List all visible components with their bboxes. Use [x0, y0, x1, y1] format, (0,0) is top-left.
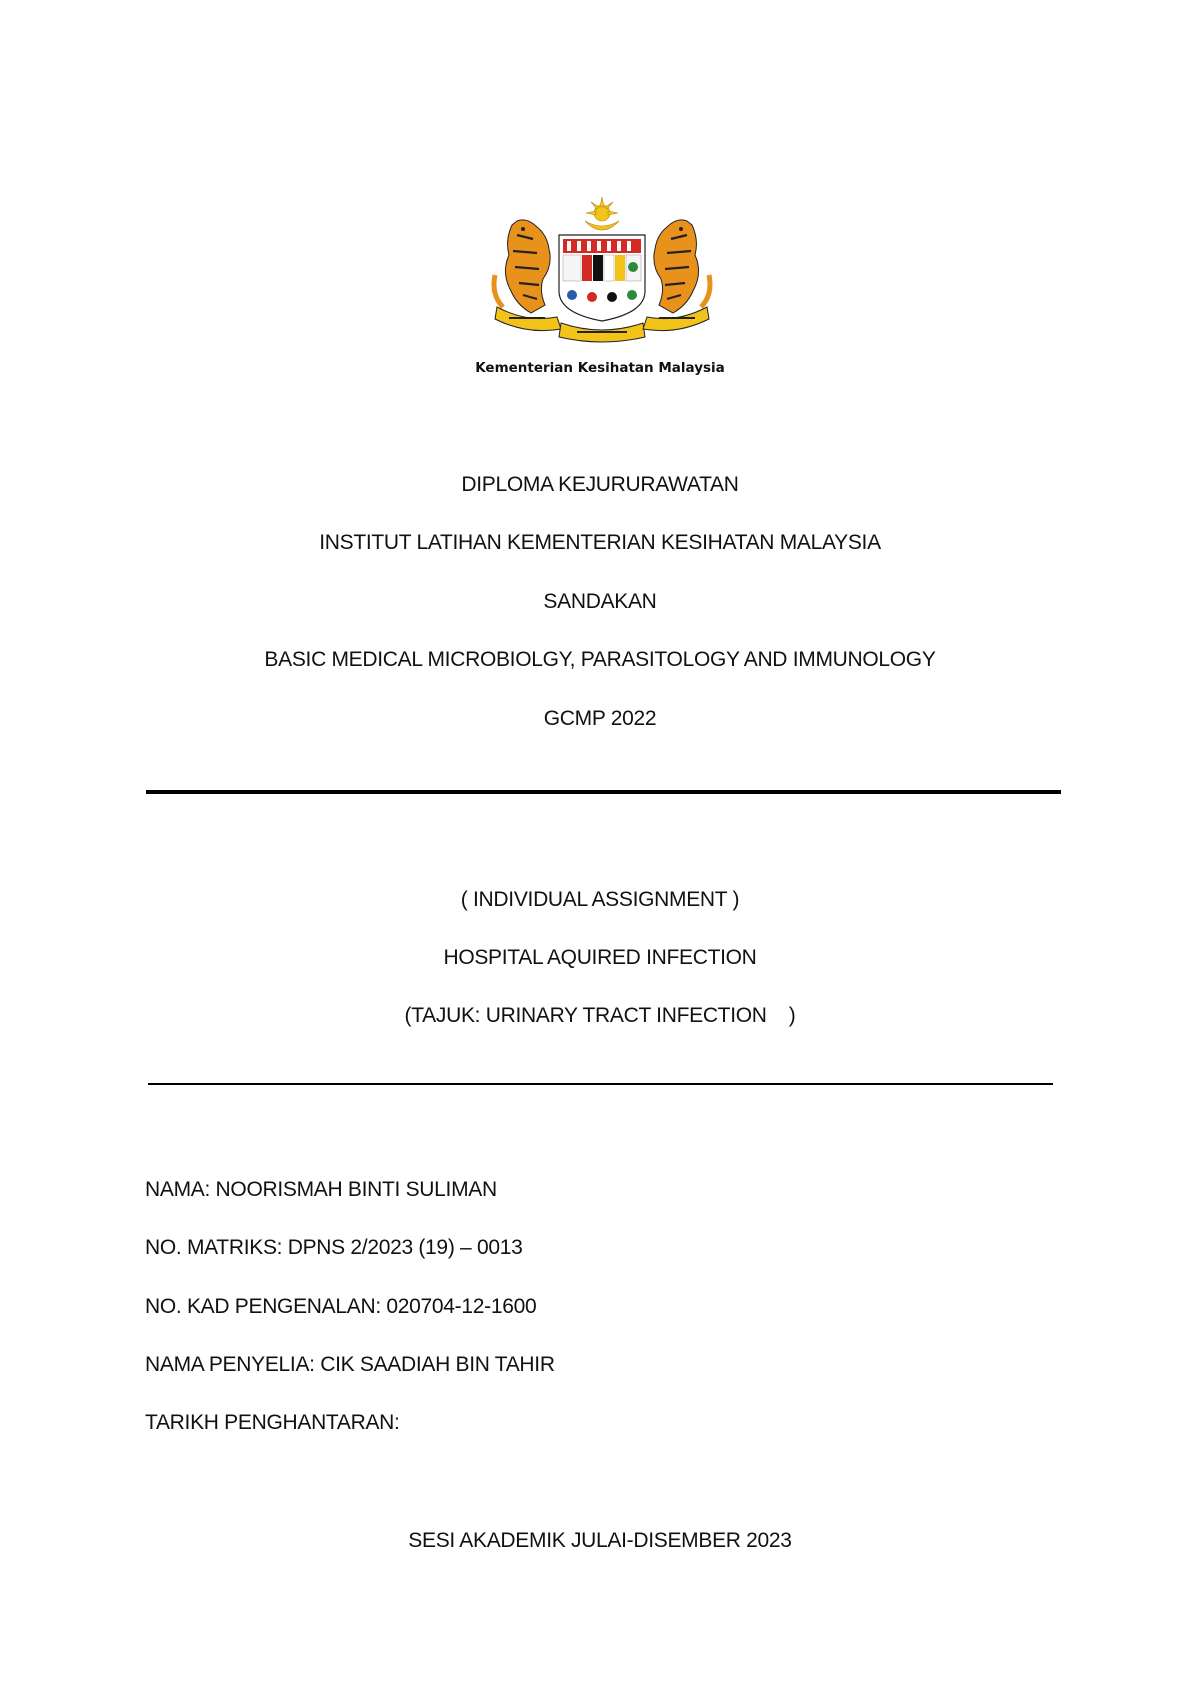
left-tiger-emblem — [494, 220, 550, 313]
course-name: BASIC MEDICAL MICROBIOLGY, PARASITOLOGY AND IMMUNOLOGY — [264, 648, 936, 671]
sun-emblem — [586, 197, 618, 221]
institute-name: INSTITUT LATIHAN KEMENTERIAN KESIHATAN MALAYSIA — [319, 531, 881, 554]
divider-thick — [146, 790, 1061, 794]
assignment-title: (TAJUK: URINARY TRACT INFECTION ) — [404, 1004, 796, 1027]
student-name: NAMA: NOORISMAH BINTI SULIMAN — [145, 1178, 497, 1201]
submission-date: TARIKH PENGHANTARAN: — [145, 1411, 400, 1434]
campus-name: SANDAKAN — [543, 590, 657, 613]
ministry-caption: Kementerian Kesihatan Malaysia — [475, 360, 725, 376]
supervisor-name: NAMA PENYELIA: CIK SAADIAH BIN TAHIR — [145, 1353, 555, 1376]
coat-of-arms-icon — [487, 195, 717, 345]
academic-session: SESI AKADEMIK JULAI-DISEMBER 2023 — [408, 1529, 792, 1552]
coat-of-arms-logo — [487, 195, 717, 365]
shield-emblem — [559, 235, 645, 321]
assignment-topic: HOSPITAL AQUIRED INFECTION — [443, 946, 757, 969]
crescent-emblem — [585, 221, 619, 230]
student-ic: NO. KAD PENGENALAN: 020704-12-1600 — [145, 1295, 537, 1318]
right-tiger-emblem — [654, 220, 710, 313]
divider-line — [148, 1083, 1053, 1085]
assignment-type: ( INDIVIDUAL ASSIGNMENT ) — [460, 888, 740, 911]
program-title: DIPLOMA KEJURURAWATAN — [461, 473, 739, 496]
course-code: GCMP 2022 — [543, 707, 657, 730]
student-matric: NO. MATRIKS: DPNS 2/2023 (19) – 0013 — [145, 1236, 523, 1259]
